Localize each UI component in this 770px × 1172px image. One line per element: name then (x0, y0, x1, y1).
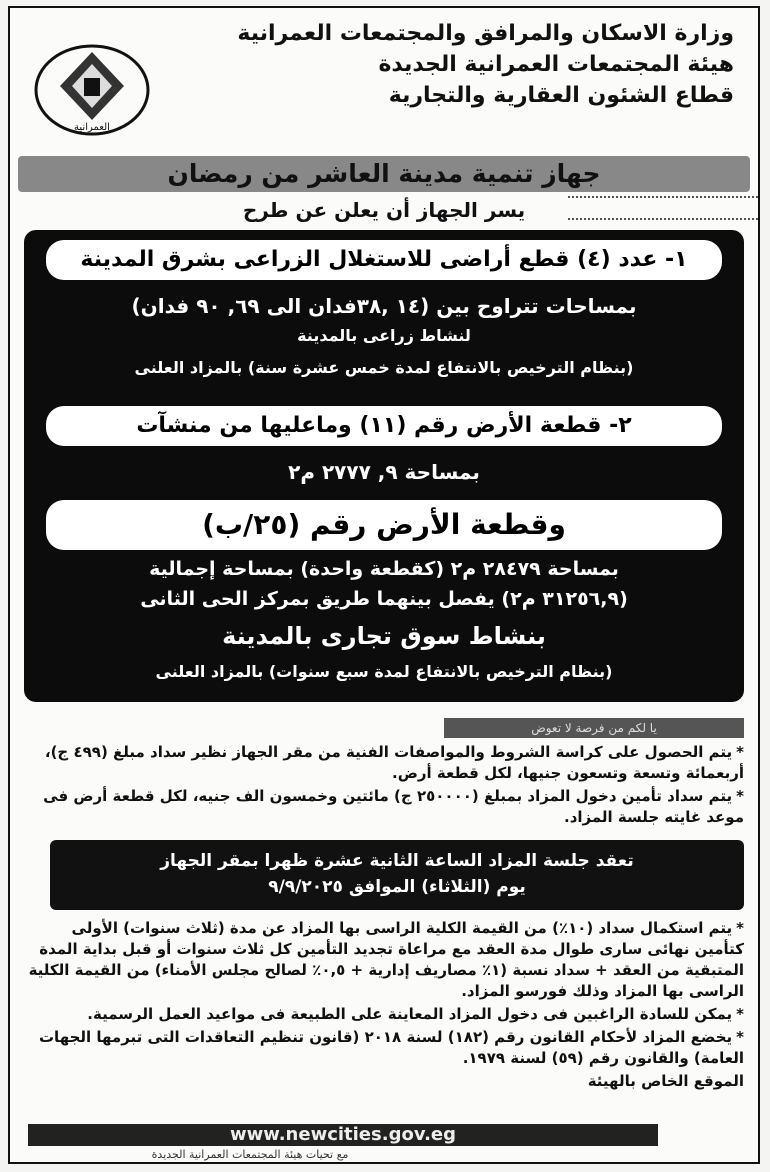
item2b-title: وقطعة الأرض رقم (٢٥/ب) (46, 500, 722, 550)
logo-text: العمرانية (74, 122, 110, 133)
list-item: *يتم الحصول على كراسة الشروط والمواصفات الفنية من مقر الجهاز نظير سداد مبلغ (٤٩٩ ج)، أربعمائة وتسعة وتسعون جنيها، لكل قطعة أرض. (44, 743, 744, 782)
item2-total-area: (٣١٢٥٦,٩ م٢) يفصل بينهما طريق بمركز الحى الثانى (140, 588, 628, 610)
sector-name: قطاع الشئون العقارية والتجارية (388, 83, 734, 108)
offer-panel (24, 230, 744, 702)
intro-text: يسر الجهاز أن يعلن عن طرح (242, 198, 526, 222)
authority-logo (32, 42, 152, 138)
item1-activity: لنشاط زراعى بالمدينة (297, 326, 471, 345)
item1-title: ١- عدد (٤) قطع أراضى للاستغلال الزراعى بشرق المدينة (46, 240, 722, 280)
item2b-area: بمساحة ٢٨٤٧٩ م٢ (كقطعة واحدة) بمساحة إجمالية (149, 558, 619, 580)
meeting-date: يوم (الثلاثاء) الموافق ٩/٩/٢٠٢٥ (268, 877, 526, 897)
authority-name: هيئة المجتمعات العمرانية الجديدة (378, 52, 734, 77)
list-item: *يخضع المزاد لأحكام القانون رقم (١٨٢) لسنة ٢٠١٨ (قانون تنظيم التعاقدات التى تبرمها الجهات العامة) والقانون رقم (٥٩) لسنة ١٩٧٩. (38, 1028, 744, 1067)
item2-activity: بنشاط سوق تجارى بالمدينة (222, 622, 546, 650)
agency-title-bar: جهاز تنمية مدينة العاشر من رمضان (18, 156, 750, 192)
item2-system: (بنظام الترخيص بالانتفاع لمدة سبع سنوات) بالمزاد العلنى (155, 662, 613, 681)
conditions-list-a (26, 742, 744, 830)
item2-title: ٢- قطعة الأرض رقم (١١) وماعليها من منشآت (46, 406, 722, 446)
ministry-name: وزارة الاسكان والمرافق والمجتمعات العمرانية (237, 21, 734, 46)
notice-strip: يا لكم من فرصة لا تعوض (444, 718, 744, 738)
site-label: الموقع الخاص بالهيئة (587, 1072, 744, 1090)
item2-area: بمساحة ٩, ٢٧٧٧ م٢ (288, 460, 480, 484)
item1-area: بمساحات تتراوح بين (١٤ ,٣٨فدان الى ٦٩, ٩٠ فدان) (131, 294, 637, 318)
website-link[interactable]: www.newcities.gov.eg (28, 1124, 658, 1146)
list-item: *يمكن للسادة الراغبين فى دخول المزاد المعاينة على الطبيعة فى مواعيد العمل الرسمية. (87, 1005, 744, 1023)
ministry-header (174, 18, 734, 111)
auction-meeting-box (50, 840, 744, 910)
list-item: *يتم استكمال سداد (١٠٪) من القيمة الكلية الراسى بها المزاد عن مدة (ثلاث سنوات) الأولى كتأمين نهائى سارى طوال مدة العقد مع مراعاة تجديد التأمين كل ثلاث سنوات أو قبل بداية المدة المتبقية من العقد + سداد نسبة (١٪ مصاريف إدارية + ٠,٥٪ لصالح مجلس الأمناء) من القيمة الكلية الراسى بها المزاد وذلك فورسو المزاد. (28, 919, 744, 1000)
item1-system: (بنظام الترخيص بالانتفاع لمدة خمس عشرة سنة) بالمزاد العلنى (134, 358, 634, 377)
list-item: *يتم سداد تأمين دخول المزاد بمبلغ (٢٥٠٠٠٠ ج) مائتين وخمسون الف جنيه، لكل قطعة أرض فى موعد غايته جلسة المزاد. (43, 787, 744, 826)
conditions-list-b (26, 918, 744, 1094)
advertisement-page (8, 6, 760, 1164)
meeting-time: تعقد جلسة المزاد الساعة الثانية عشرة ظهرا بمقر الجهاز (160, 851, 634, 871)
footnote: مع تحيات هيئة المجتمعات العمرانية الجديدة (151, 1148, 349, 1161)
